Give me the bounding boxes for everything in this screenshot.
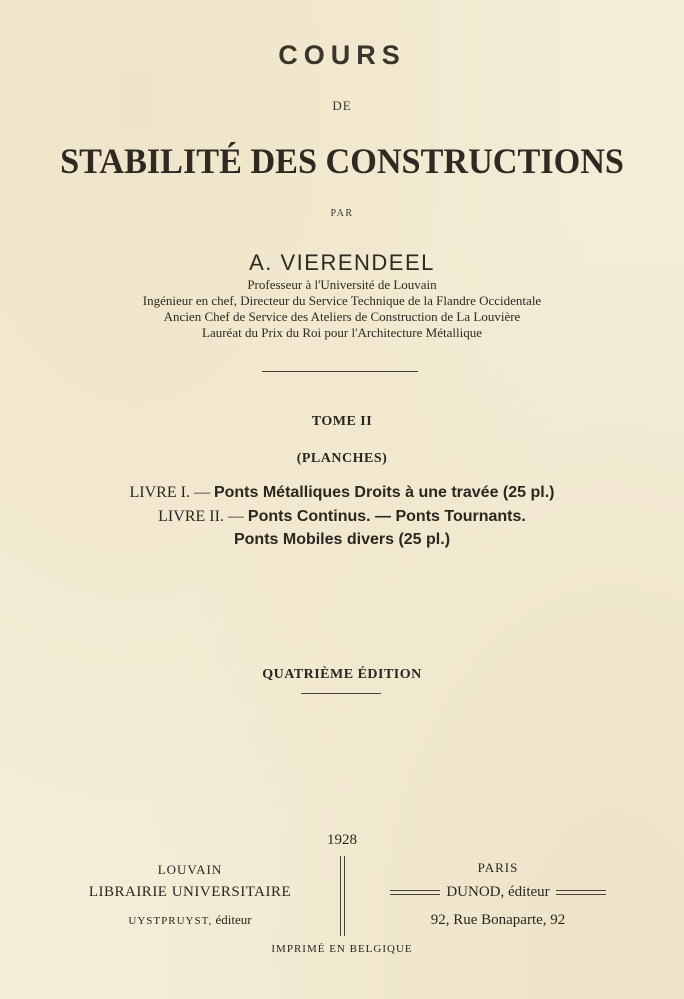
main-title: STABILITÉ DES CONSTRUCTIONS xyxy=(60,141,624,181)
livre-2-title: Ponts Continus. — Ponts Tournants. xyxy=(247,508,526,525)
credential-line: Professeur à l'Université de Louvain xyxy=(247,277,437,292)
imprint-line: IMPRIMÉ EN BELGIQUE xyxy=(271,943,413,955)
de-word: DE xyxy=(332,98,352,113)
divider-rule xyxy=(301,693,381,694)
cours-heading: COURS xyxy=(278,40,406,70)
livre-1-prefix: LIVRE I. — xyxy=(129,484,210,501)
edition-label: QUATRIÈME ÉDITION xyxy=(262,667,422,682)
credential-line: Ancien Chef de Service des Ateliers de Construction de La Louvière xyxy=(163,309,521,324)
publisher-left-name: LIBRAIRIE UNIVERSITAIRE xyxy=(88,884,292,900)
planches-label: (PLANCHES) xyxy=(296,451,388,466)
par-word: PAR xyxy=(330,208,354,219)
publisher-left-editor xyxy=(40,912,340,928)
tome-label: TOME II xyxy=(311,414,373,429)
publisher-left-city: LOUVAIN xyxy=(157,862,223,877)
publication-year: 1928 xyxy=(327,832,357,848)
credential-line: Lauréat du Prix du Roi pour l'Architecture Métallique xyxy=(202,325,482,340)
livre-2-title-cont: Ponts Mobiles divers (25 pl.) xyxy=(233,531,451,548)
editor-name: UYSTPRUYST, xyxy=(128,915,213,927)
livre-1-title: Ponts Métalliques Droits à une travée (25 pl.) xyxy=(213,484,555,501)
column-separator xyxy=(344,856,345,936)
publisher-right-address: 92, Rue Bonaparte, 92 xyxy=(430,912,566,928)
livre-1-line xyxy=(0,484,684,502)
livre-2-prefix: LIVRE II. — xyxy=(158,508,244,525)
publisher-right-city: PARIS xyxy=(477,860,519,875)
double-rule-left xyxy=(390,890,440,895)
publisher-right-name: DUNOD, éditeur xyxy=(446,884,550,900)
editor-role: éditeur xyxy=(215,912,252,927)
livre-2-continuation xyxy=(0,531,684,549)
author-name: A. VIERENDEEL xyxy=(249,250,435,275)
divider-rule xyxy=(262,371,418,372)
livre-2-line xyxy=(0,508,684,526)
column-separator xyxy=(340,856,341,936)
double-rule-right xyxy=(556,890,606,895)
credential-line: Ingénieur en chef, Directeur du Service Technique de la Flandre Occidentale xyxy=(142,293,542,308)
publisher-right-name-line xyxy=(348,884,648,901)
